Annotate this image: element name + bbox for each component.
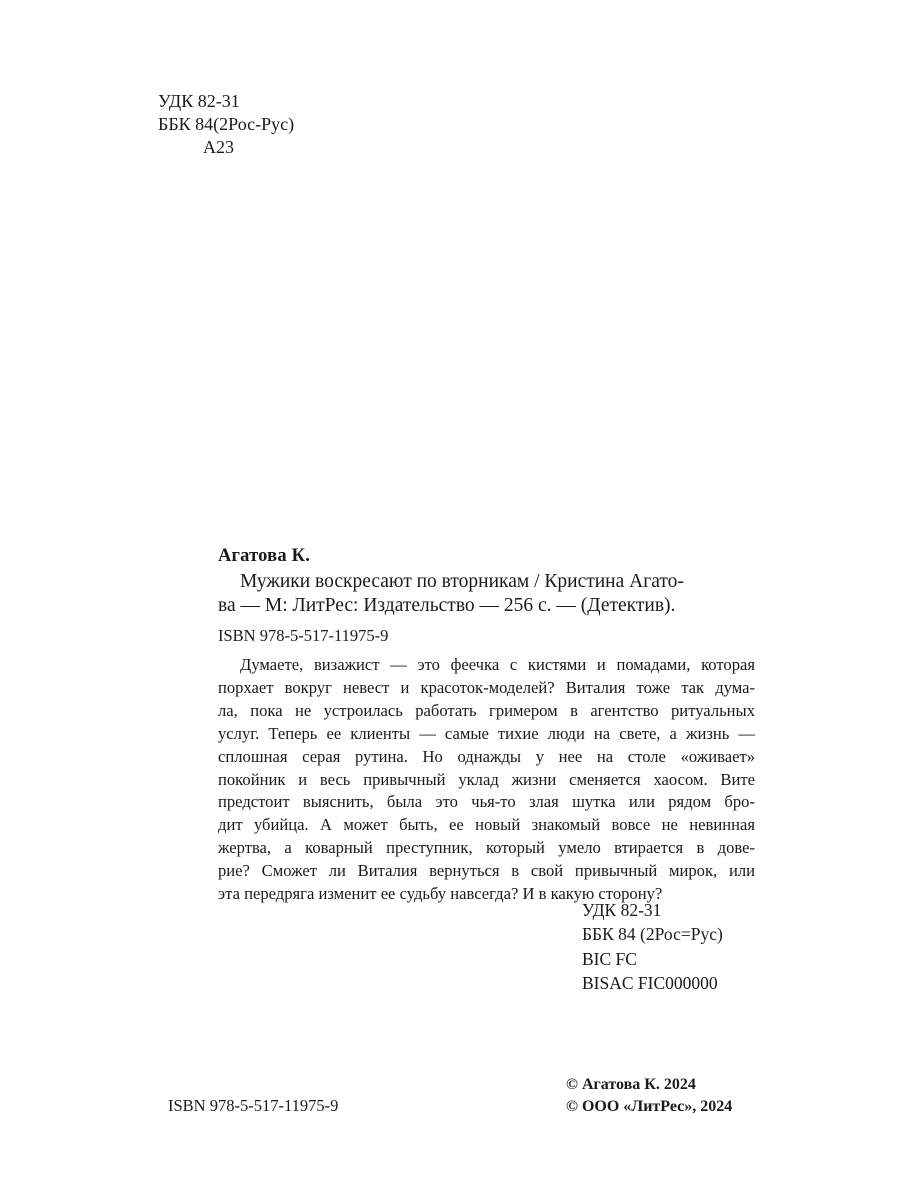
annotation-line: ла, пока не устроилась работать гримером в агентство ритуальных: [218, 700, 755, 720]
annotation-line: предстоит выяснить, была это чья-то злая шутка или рядом бро-: [218, 792, 755, 812]
codes-bic: BIC FC: [582, 948, 637, 969]
annotation-line: дит убийца. А может быть, ее новый знакомый вовсе не невинная: [218, 815, 755, 835]
top-bbk: ББК 84(2Рос-Рус): [158, 114, 295, 134]
annotation-line: покойник и весь привычный уклад жизни сменяется хаосом. Вите: [218, 769, 755, 789]
annotation-line: Думаете, визажист — это феечка с кистями и помадами, которая: [240, 655, 755, 674]
annotation-line: сплошная серая рутина. Но однажды у нее на столе «оживает»: [218, 746, 755, 766]
copyright-publisher: © ООО «ЛитРес», 2024: [566, 1098, 733, 1115]
codes-udk: УДК 82-31: [582, 900, 662, 920]
author-heading: Агатова К.: [218, 546, 311, 566]
title-line-1: Мужики воскресают по вторникам / Кристина Агато-: [240, 571, 684, 592]
footer-isbn: ISBN 978-5-517-11975-9: [168, 1096, 339, 1115]
annotation-line: жертва, а коварный преступник, который умело втирается в дове-: [218, 838, 755, 858]
annotation-line: услуг. Теперь ее клиенты — самые тихие люди на свете, а жизнь —: [218, 723, 755, 743]
classification-codes: [582, 898, 723, 996]
copyright-block: [566, 1074, 732, 1118]
author-mark: А23: [203, 137, 234, 157]
annotation-line: порхает вокруг невест и красоток-моделей? Виталия тоже так дума-: [218, 677, 755, 697]
codes-bbk: ББК 84 (2Рос=Рус): [582, 924, 723, 945]
annotation-line: рие? Сможет ли Виталия вернуться в свой привычный мирок, или: [218, 861, 755, 881]
annotation: [218, 654, 755, 906]
record-isbn: ISBN 978-5-517-11975-9: [218, 626, 389, 645]
title-line-2: ва — М: ЛитРес: Издательство — 256 с. — (Детектив).: [218, 595, 676, 616]
annotation-line: эта передряга изменит ее судьбу навсегда? И в какую сторону?: [218, 884, 663, 904]
top-udk: УДК 82-31: [158, 91, 240, 111]
codes-bisac: BISAC FIC000000: [582, 973, 718, 994]
copyright-author: © Агатова К. 2024: [566, 1076, 696, 1093]
